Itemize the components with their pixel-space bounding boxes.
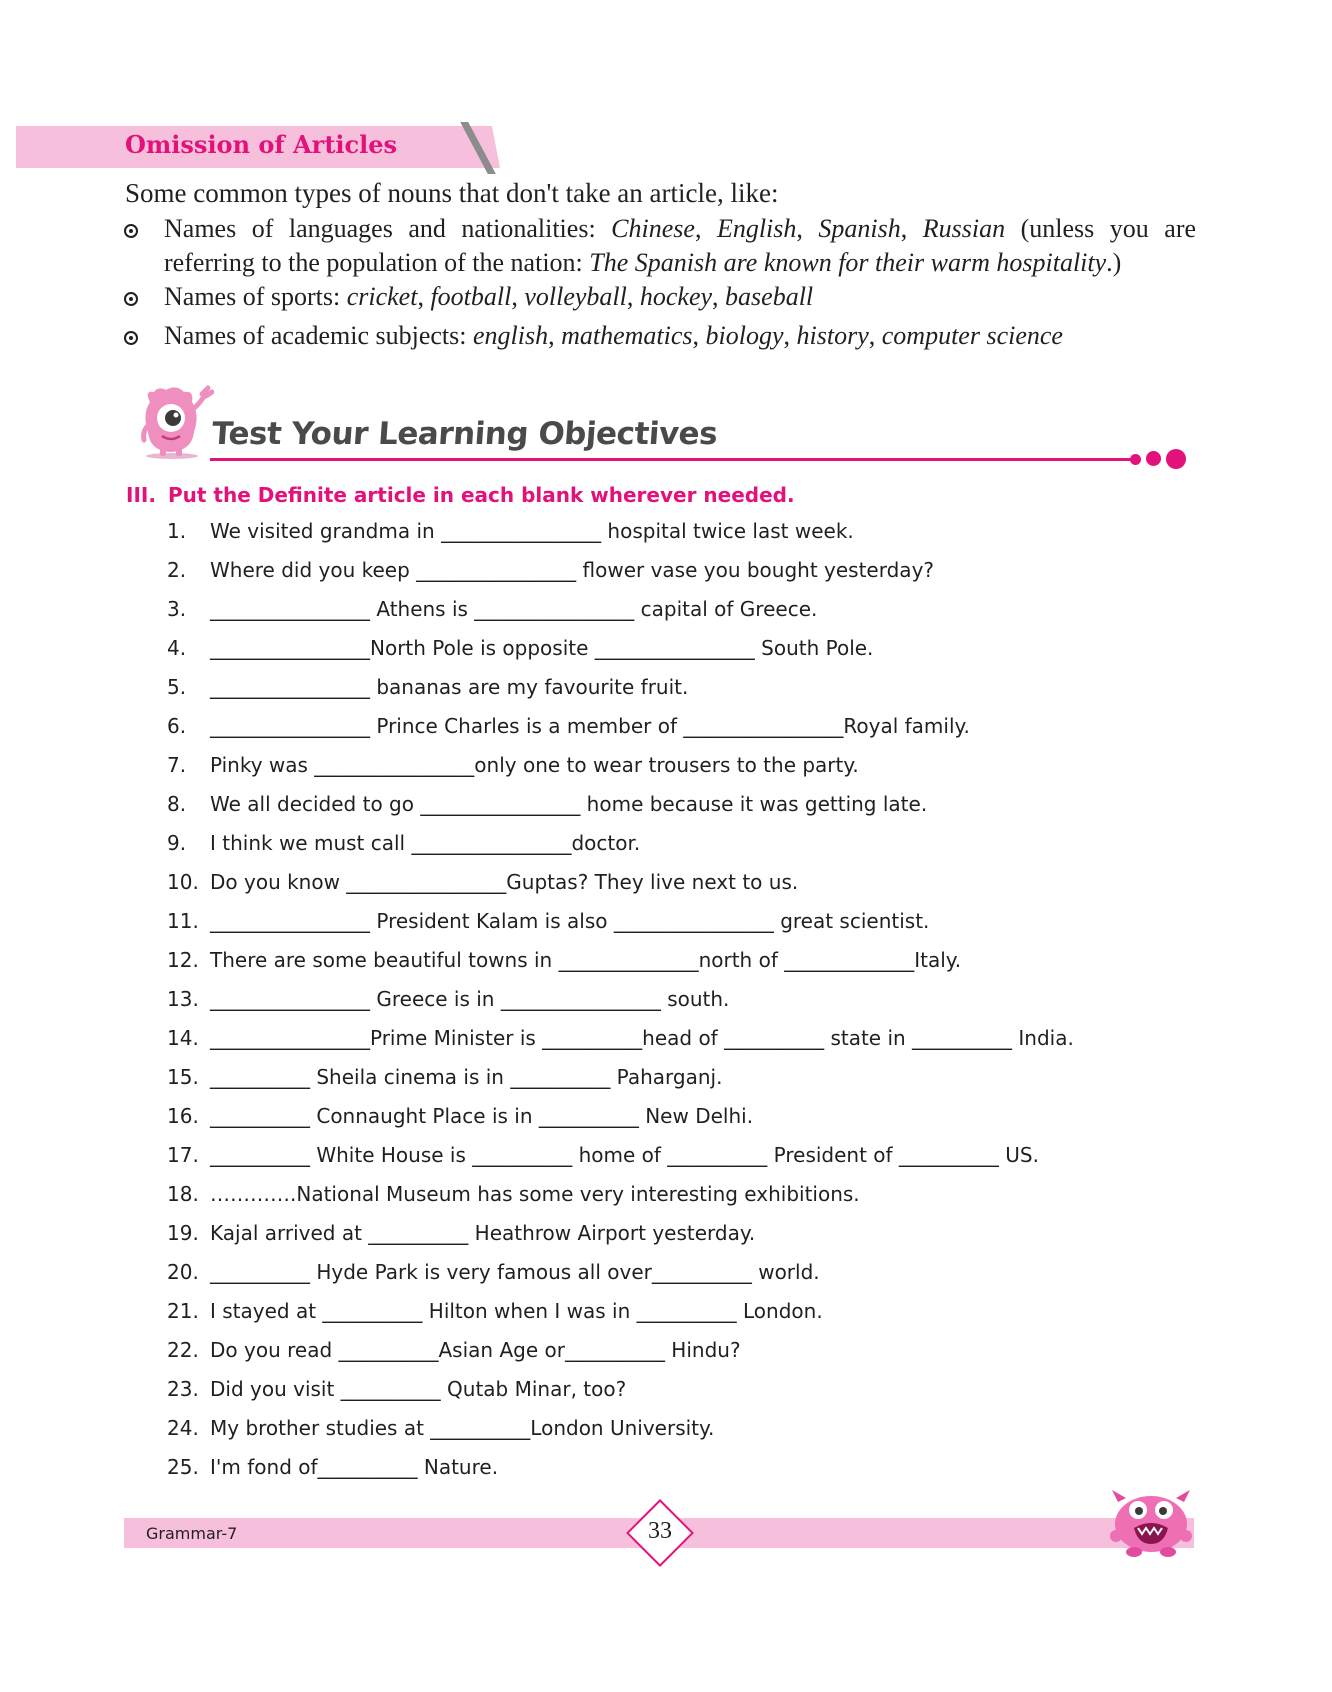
list-item xyxy=(167,711,1187,750)
question-text: ________________ Greece is in ________________ south. xyxy=(210,987,730,1011)
question-number: 21. xyxy=(167,1299,199,1323)
list-item xyxy=(167,1374,1187,1413)
pink-monster-waving-icon xyxy=(136,384,214,460)
question-number: 5. xyxy=(167,675,187,699)
question-number: 20. xyxy=(167,1260,199,1284)
list-item xyxy=(167,867,1187,906)
question-text: ________________ Prince Charles is a member of ________________Royal family. xyxy=(210,714,970,738)
question-number: 22. xyxy=(167,1338,199,1362)
question-number: 11. xyxy=(167,909,199,933)
question-text: There are some beautiful towns in ______________north of _____________Italy. xyxy=(210,948,962,972)
list-item xyxy=(167,1296,1187,1335)
list-item xyxy=(167,1101,1187,1140)
question-number: 3. xyxy=(167,597,187,621)
question-text: Kajal arrived at __________ Heathrow Airport yesterday. xyxy=(210,1221,756,1245)
bullet-line: Names of academic subjects: english, mathematics, biology, history, computer science xyxy=(164,321,1063,350)
question-text: We visited grandma in ________________ hospital twice last week. xyxy=(210,519,854,543)
list-item xyxy=(167,555,1187,594)
list-item xyxy=(167,594,1187,633)
question-number: 8. xyxy=(167,792,187,816)
list-item xyxy=(167,1257,1187,1296)
question-text: Do you know ________________Guptas? They live next to us. xyxy=(210,870,799,894)
question-text: __________ White House is __________ home of __________ President of __________ US. xyxy=(210,1143,1039,1167)
question-text: ________________North Pole is opposite ________________ South Pole. xyxy=(210,636,874,660)
question-number: 24. xyxy=(167,1416,199,1440)
heading-underline xyxy=(210,458,1140,461)
pink-monster-icon xyxy=(1108,1488,1194,1558)
question-text: Did you visit __________ Qutab Minar, too? xyxy=(210,1377,627,1401)
question-number: 25. xyxy=(167,1455,199,1479)
list-item xyxy=(167,1218,1187,1257)
section-intro: Some common types of nouns that don't take an article, like: xyxy=(125,178,779,208)
question-text: Where did you keep ________________ flower vase you bought yesterday? xyxy=(210,558,935,582)
question-number: 9. xyxy=(167,831,187,855)
bullet-icon xyxy=(124,292,138,306)
list-item xyxy=(167,672,1187,711)
test-heading: Test Your Learning Objectives xyxy=(210,416,719,452)
list-item xyxy=(167,945,1187,984)
section-title: Omission of Articles xyxy=(125,130,398,159)
list-item xyxy=(167,750,1187,789)
bullet-item-subjects xyxy=(118,319,1196,353)
question-text: ________________Prime Minister is __________head of __________ state in __________ India. xyxy=(210,1026,1074,1050)
exercise-instruction-text: Put the Definite article in each blank wherever needed. xyxy=(168,483,795,507)
list-item xyxy=(167,516,1187,555)
bullet-line: Names of sports: cricket, football, volleyball, hockey, baseball xyxy=(164,282,814,311)
list-item xyxy=(167,984,1187,1023)
exercise-number: III. xyxy=(126,483,156,507)
exercise-list xyxy=(167,516,1187,1491)
list-item xyxy=(167,906,1187,945)
question-number: 16. xyxy=(167,1104,199,1128)
list-item xyxy=(167,789,1187,828)
question-text: I stayed at __________ Hilton when I was in __________ London. xyxy=(210,1299,823,1323)
question-number: 18. xyxy=(167,1182,199,1206)
question-number: 14. xyxy=(167,1026,199,1050)
question-number: 17. xyxy=(167,1143,199,1167)
question-number: 23. xyxy=(167,1377,199,1401)
question-number: 6. xyxy=(167,714,187,738)
bullet-icon xyxy=(124,331,138,345)
question-text: My brother studies at __________London University. xyxy=(210,1416,715,1440)
question-text: ________________ President Kalam is also ________________ great scientist. xyxy=(210,909,930,933)
question-number: 19. xyxy=(167,1221,199,1245)
question-number: 12. xyxy=(167,948,199,972)
question-text: We all decided to go ________________ home because it was getting late. xyxy=(210,792,928,816)
question-text: __________ Hyde Park is very famous all over__________ world. xyxy=(210,1260,820,1284)
question-number: 2. xyxy=(167,558,187,582)
list-item xyxy=(167,633,1187,672)
list-item xyxy=(167,1179,1187,1218)
decor-dot xyxy=(1146,451,1161,466)
list-item xyxy=(167,1335,1187,1374)
list-item xyxy=(167,1413,1187,1452)
question-number: 1. xyxy=(167,519,187,543)
list-item xyxy=(167,1062,1187,1101)
list-item xyxy=(167,1140,1187,1179)
question-number: 7. xyxy=(167,753,187,777)
bullet-item-sports xyxy=(118,280,1196,314)
list-item xyxy=(167,1452,1187,1491)
bullet-line: referring to the population of the nation: The Spanish are known for their warm hospitality.) xyxy=(164,248,1122,277)
question-text: I'm fond of__________ Nature. xyxy=(210,1455,499,1479)
question-text: __________ Sheila cinema is in __________ Paharganj. xyxy=(210,1065,723,1089)
question-number: 13. xyxy=(167,987,199,1011)
list-item xyxy=(167,828,1187,867)
exercise-instruction xyxy=(126,483,795,507)
decor-dot xyxy=(1166,449,1186,469)
question-number: 4. xyxy=(167,636,187,660)
page-number: 33 xyxy=(648,1518,672,1544)
footer-book-title: Grammar-7 xyxy=(146,1524,238,1543)
question-text: Do you read __________Asian Age or__________ Hindu? xyxy=(210,1338,741,1362)
question-number: 15. xyxy=(167,1065,199,1089)
list-item xyxy=(167,1023,1187,1062)
question-number: 10. xyxy=(167,870,199,894)
question-text: I think we must call ________________doctor. xyxy=(210,831,641,855)
bullet-line: Names of languages and nationalities: Chinese, English, Spanish, Russian (unless you are xyxy=(164,214,1197,243)
question-text: Pinky was ________________only one to wear trousers to the party. xyxy=(210,753,859,777)
bullet-icon xyxy=(124,224,138,238)
question-text: ………….National Museum has some very interesting exhibitions. xyxy=(210,1182,860,1206)
bullet-item-languages xyxy=(118,212,1196,280)
decor-dot xyxy=(1130,454,1141,465)
question-text: ________________ bananas are my favourite fruit. xyxy=(210,675,689,699)
question-text: __________ Connaught Place is in __________ New Delhi. xyxy=(210,1104,754,1128)
question-text: ________________ Athens is ________________ capital of Greece. xyxy=(210,597,818,621)
